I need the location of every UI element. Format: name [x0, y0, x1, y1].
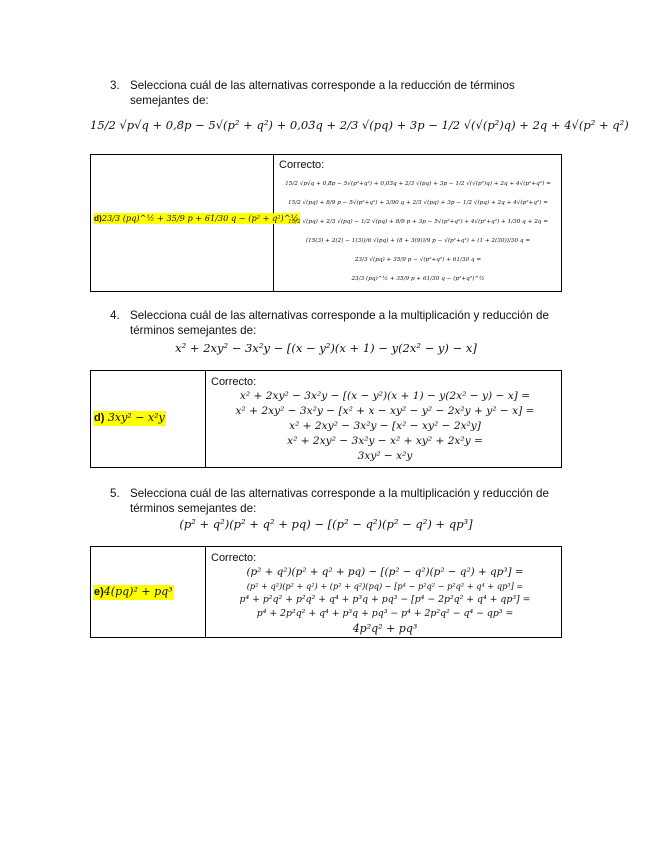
question-3-prompt-line1: Selecciona cuál de las alternativas corresponde a la reducción de términos [130, 79, 515, 92]
question-5-answer-highlight [93, 585, 174, 600]
question-5-step-2: (p² + q²)(p² + q²) + (p² + q²)(pq) − [p⁴ − p²q² − p²q² + q⁴ + qp³] = [246, 581, 524, 591]
question-5-answer-table [90, 546, 562, 638]
question-4-answer-label: d) [94, 412, 105, 424]
question-3-prompt-line2: semejantes de: [130, 94, 209, 107]
table-divider [205, 371, 206, 467]
question-5-step-4: p⁴ + 2p²q² + q⁴ + p³q + pq³ − p⁴ + 2p²q² − q⁴ − qp³ = [256, 608, 514, 619]
table-divider [205, 547, 206, 637]
question-4-correct-label: Correcto: [211, 376, 257, 388]
question-3-answer-value: 23/3 (pq)^½ + 35/9 p + 61/30 q − (p² + q²)^½ [101, 213, 299, 223]
question-4-step-5: 3xy² − x²y [357, 450, 413, 462]
question-4-answer-highlight [93, 411, 166, 426]
question-4-step-3: x² + 2xy² − 3x²y − [x² − xy² − 2x²y] [289, 420, 481, 432]
question-3-correct-label: Correcto: [279, 159, 325, 171]
question-5-answer-label: e) [94, 586, 104, 598]
question-5-step-5: 4p²q² + pq³ [352, 622, 418, 635]
question-3-step-6: 23/3 (pq)^½ + 35/9 p + 61/30 q − (p²+q²)^½ [351, 276, 485, 282]
question-3-step-4: (15(3) + 2(2) − 1(3))/6 √(pq) + (8 + 3(9))/9 p − √(p²+q²) + (1 + 2(30))/30 q = [305, 238, 531, 244]
question-4-steps [209, 389, 561, 464]
question-3-heading [110, 78, 610, 110]
question-5-step-3: p⁴ + p²q² + p²q² + q⁴ + p³q + pq³ − [p⁴ − 2p²q² + q⁴ + qp³] = [239, 594, 531, 605]
question-3-step-5: 23/3 √(pq) + 35/9 p − √(p²+q²) + 61/30 q = [354, 257, 482, 263]
question-5-correct-label: Correcto: [211, 552, 257, 564]
question-5-expression: (p² + q²)(p² + q² + pq) − [(p² − q²)(p² − q²) + qp³] [179, 517, 473, 531]
question-5-number: 5. [110, 487, 120, 500]
question-4-expression: x² + 2xy² − 3x²y − [(x − y²)(x + 1) − y(2x² − y) − x] [175, 341, 477, 355]
question-3-step-1: 15/2 √p√q + 0,8̄p − 5√(p²+q²) + 0,03̄q + 2/3 √(pq) + 3p − 1/2 √(√(p²)q) + 2q + 4√(p²+q²) = [285, 181, 551, 187]
question-4-step-2: x² + 2xy² − 3x²y − [x² + x − xy² − y² − 2x²y + y² − x] = [235, 405, 535, 417]
question-4-step-1: x² + 2xy² − 3x²y − [(x − y²)(x + 1) − y(2x² − y) − x] = [239, 390, 531, 402]
question-4-prompt-line1: Selecciona cuál de las alternativas corresponde a la multiplicación y reducción de [130, 309, 549, 322]
question-4-number: 4. [110, 309, 120, 322]
question-3-step-3: 15/2 √(pq) + 2/3 √(pq) − 1/2 √(pq) + 8/9 p + 3p − 5√(p²+q²) + 4√(p²+q²) + 1/30 q + 2q = [287, 219, 549, 225]
question-3-expression: 15/2 √p√q + 0,8̄p − 5√(p² + q²) + 0,03̄q + 2/3 √(pq) + 3p − 1/2 √(√(p²)q) + 2q + 4√(p² + q²) [90, 118, 629, 132]
question-4-answer-table [90, 370, 562, 468]
question-5-step-1: (p² + q²)(p² + q² + pq) − [(p² − q²)(p² − q²) + qp³] = [246, 566, 524, 578]
question-5-answer-value: 4(pq)² + pq³ [103, 585, 173, 598]
question-3-step-2: 15/2 √(pq) + 8/9 p − 5√(p²+q²) + 3/90 q + 2/3 √(pq) + 3p − 1/2 √(pq) + 2q + 4√(p²+q²) = [287, 200, 549, 206]
question-4-heading [110, 308, 610, 340]
question-5-prompt-line2: términos semejantes de: [130, 502, 257, 515]
question-3-steps [277, 175, 559, 289]
question-5-steps [209, 565, 561, 636]
question-3-answer-table [90, 154, 562, 292]
question-3-answer-highlight [93, 213, 300, 224]
question-5-heading [110, 486, 610, 518]
question-5-prompt-line1: Selecciona cuál de las alternativas corresponde a la multiplicación y reducción de [130, 487, 549, 500]
question-3-answer-label: d) [94, 214, 102, 223]
question-4-step-4: x² + 2xy² − 3x²y − x² + xy² + 2x²y = [287, 435, 483, 447]
question-4-prompt-line2: términos semejantes de: [130, 324, 257, 337]
question-3-number: 3. [110, 79, 120, 92]
question-4-answer-value: 3xy² − x²y [107, 411, 165, 424]
